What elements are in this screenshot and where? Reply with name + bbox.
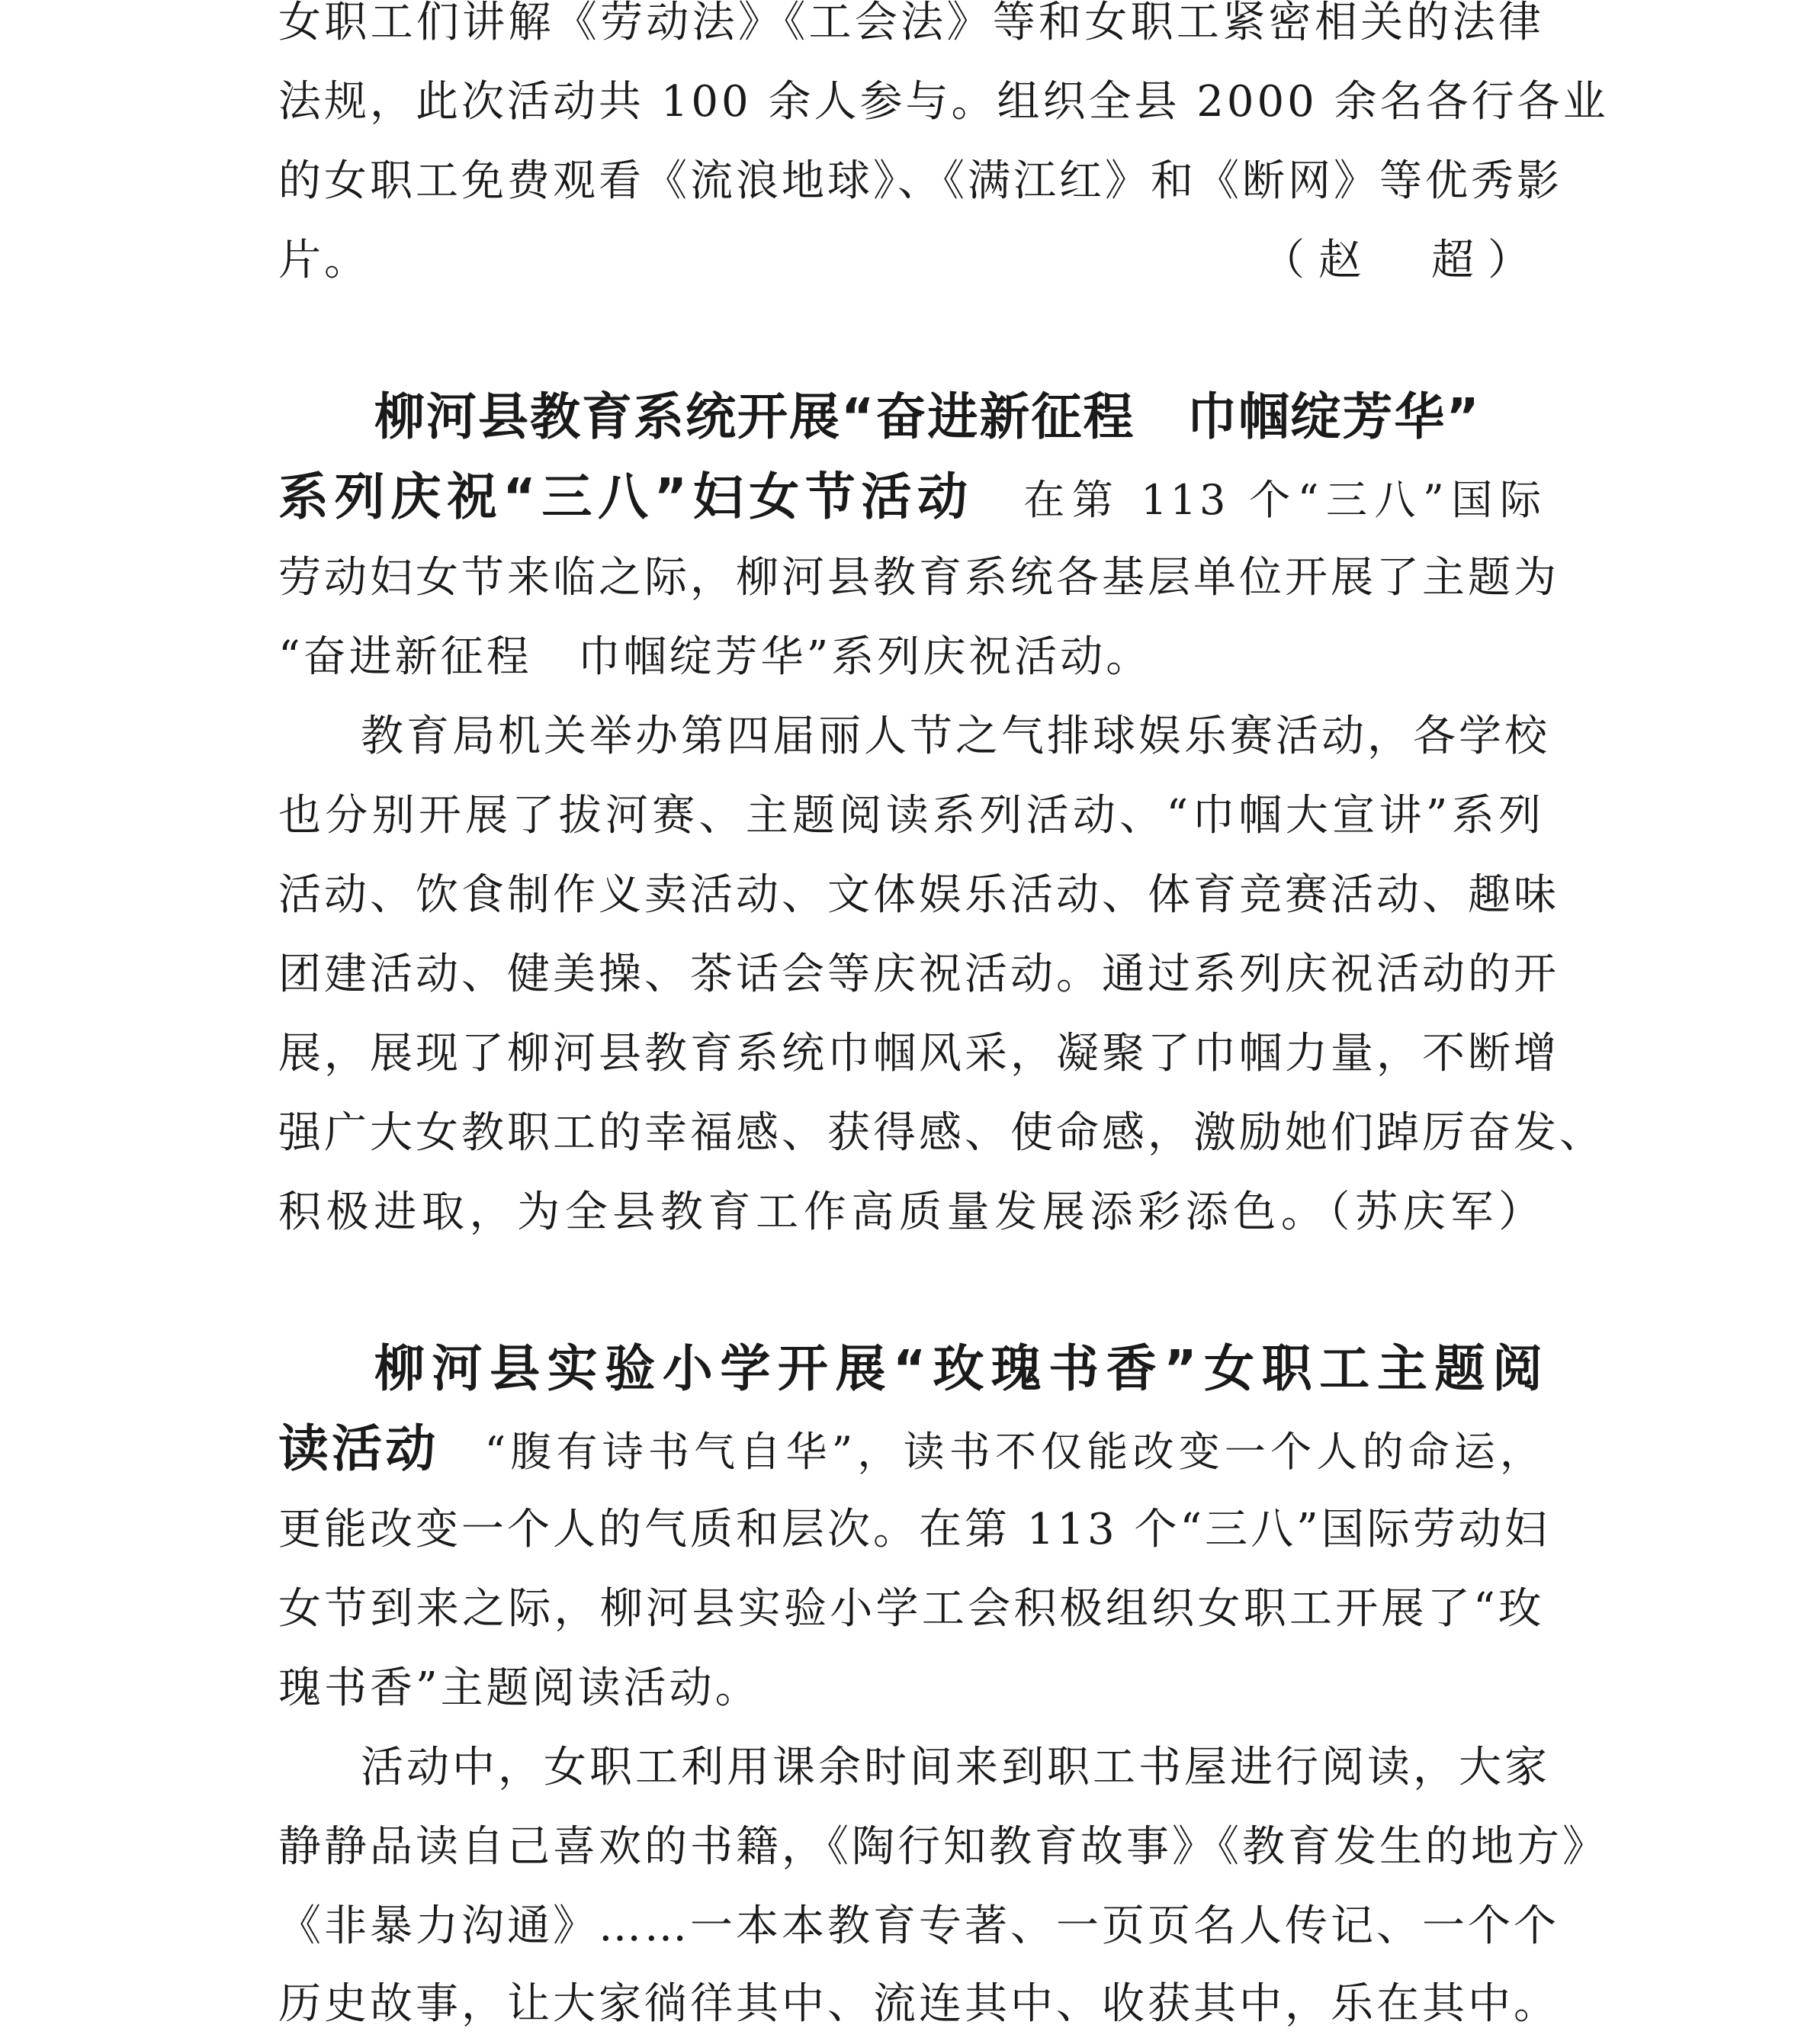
body-line: 《非暴力沟通》……一本本教育专著、一页页名人传记、一个个 — [278, 1901, 1559, 1951]
body-line — [278, 221, 1544, 300]
body-line: 活动中，女职工利用课余时间来到职工书屋进行阅读，大家 — [361, 1743, 1550, 1792]
body-line: 劳动妇女节来临之际，柳河县教育系统各基层单位开展了主题为 — [278, 553, 1559, 603]
body-line: 历史故事，让大家徜徉其中、流连其中、收获其中，乐在其中。 — [278, 1979, 1559, 2029]
headline-with-lead — [278, 458, 1544, 537]
article-headline: 柳河县实验小学开展“玫瑰书香”女职工主题阅 — [374, 1339, 1544, 1398]
body-line-text: 片。 — [278, 236, 370, 285]
article-headline-continued: 读活动 — [278, 1419, 439, 1478]
body-line: 静静品读自己喜欢的书籍，《陶行知教育故事》《教育发生的地方》 — [278, 1822, 1608, 1872]
article-headline: 柳河县教育系统开展“奋进新征程 巾帼绽芳华” — [374, 387, 1481, 446]
body-line: “奋进新征程 巾帼绽芳华”系列庆祝活动。 — [278, 632, 1152, 682]
body-line: 的女职工免费观看《流浪地球》、《满江红》和《断网》等优秀影 — [278, 156, 1562, 206]
body-line: 法规，此次活动共 100 余人参与。组织全县 2000 余名各行各业 — [278, 77, 1609, 127]
body-line: 也分别开展了拔河赛、主题阅读系列活动、“巾帼大宣讲”系列 — [278, 791, 1544, 840]
article-headline-continued: 系列庆祝“三八”妇女节活动 — [278, 468, 974, 526]
headline-with-lead — [278, 1409, 1544, 1489]
body-line: 展，展现了柳河县教育系统巾帼风采，凝聚了巾帼力量，不断增 — [278, 1029, 1559, 1078]
body-line: 教育局机关举办第四届丽人节之气排球娱乐赛活动，各学校 — [361, 712, 1550, 761]
body-line: 团建活动、健美操、茶话会等庆祝活动。通过系列庆祝活动的开 — [278, 950, 1559, 999]
body-line: 更能改变一个人的气质和层次。在第 113 个“三八”国际劳动妇 — [278, 1505, 1550, 1554]
lead-text: “腹有诗书气自华”，读书不仅能改变一个人的命运， — [484, 1428, 1545, 1476]
body-line: 女职工们讲解《劳动法》《工会法》等和女职工紧密相关的法律 — [278, 0, 1544, 47]
body-line: 女节到来之际，柳河县实验小学工会积极组织女职工开展了“玫 — [278, 1584, 1544, 1634]
body-line: 活动、饮食制作义卖活动、文体娱乐活动、体育竞赛活动、趣味 — [278, 870, 1559, 920]
author-credit: （赵 超） — [1262, 236, 1544, 285]
body-line: 瑰书香”主题阅读活动。 — [278, 1663, 761, 1713]
body-line: 强广大女教职工的幸福感、获得感、使命感，激励她们踔厉奋发、 — [278, 1108, 1605, 1158]
body-line: 积极进取，为全县教育工作高质量发展添彩添色。（苏庆军） — [278, 1188, 1544, 1237]
lead-text: 在第 113 个“三八”国际 — [1019, 476, 1544, 524]
